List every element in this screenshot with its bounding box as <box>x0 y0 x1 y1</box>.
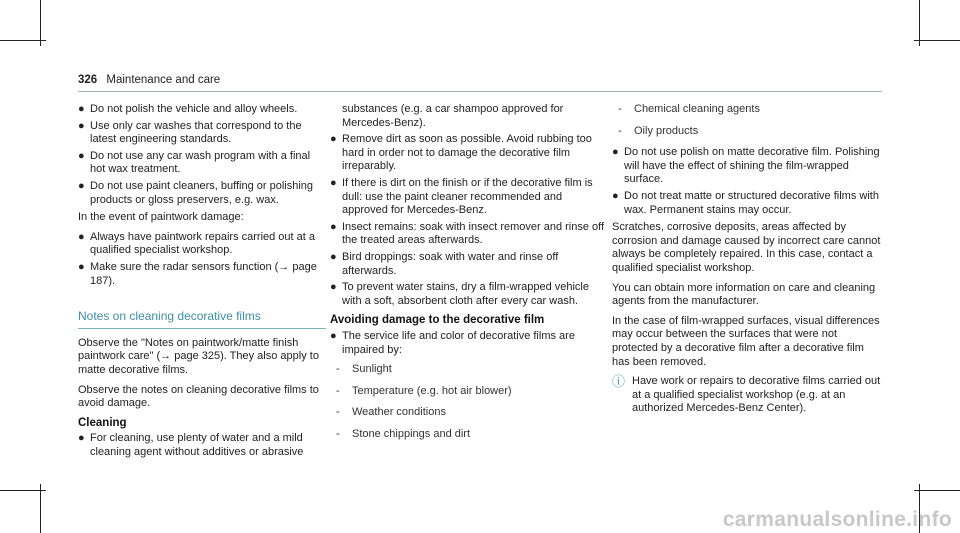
crop-mark <box>919 0 920 46</box>
list-item-continuation <box>330 103 605 130</box>
bullet-icon: ● <box>330 329 337 342</box>
bullet-icon: ● <box>78 103 85 115</box>
item-text: Oily products <box>634 124 699 137</box>
crop-mark <box>914 490 960 491</box>
damage-intro: In the event of paintwork damage: <box>78 211 244 224</box>
list-item <box>330 330 605 357</box>
watermark: carmanualsonline.info <box>722 508 952 531</box>
header-divider <box>78 91 882 92</box>
crop-mark <box>914 40 960 41</box>
dash-item <box>330 428 605 442</box>
dash-icon: - <box>336 427 340 440</box>
item-text: Insect remains: soak with insect remover and rinse off the treated areas afterwards. <box>342 220 605 247</box>
item-text: Stone chippings and dirt <box>352 427 471 440</box>
info-note <box>612 375 882 416</box>
info-icon: ⓘ <box>612 374 626 390</box>
page-number: 326 <box>78 74 98 86</box>
bullet-icon: ● <box>78 260 85 273</box>
item-text: Temperature (e.g. hot air blower) <box>352 384 512 397</box>
item-text: Do not use paint cleaners, buffing or polishing products or gloss preservers, e.g. wax. <box>90 179 313 206</box>
bullet-icon: ● <box>78 432 85 445</box>
item-text: Chemical cleaning agents <box>634 103 760 115</box>
bullet-icon: ● <box>612 146 619 159</box>
bullet-icon: ● <box>78 149 85 162</box>
list-item <box>330 251 605 278</box>
item-text: Bird droppings: soak with water and rinse off afterwards. <box>342 250 559 277</box>
list-item <box>612 190 882 217</box>
item-text: substances (e.g. a car shampoo approved for Mercedes-Benz). <box>342 103 564 129</box>
list-item <box>78 231 328 258</box>
item-text: Do not treat matte or structured decorative films with wax. Permanent stains may occur. <box>624 189 879 216</box>
section-name: Maintenance and care <box>106 74 221 86</box>
dash-icon: - <box>618 124 622 137</box>
item-text: Do not use any car wash program with a final hot wax treatment. <box>90 149 311 176</box>
bullet-icon: ● <box>330 250 337 263</box>
item-text: Make sure the radar sensors function (→ page 187). <box>90 260 317 287</box>
list-item <box>330 281 605 308</box>
bullet-icon: ● <box>78 179 85 192</box>
dash-icon: - <box>336 406 340 419</box>
section-divider <box>78 328 326 329</box>
dash-item <box>612 125 882 139</box>
paragraph: You can obtain more information on care and cleaning agents from the manufacturer. <box>612 281 876 308</box>
dash-item <box>330 363 605 377</box>
section-title: Notes on cleaning decorative films <box>78 309 261 324</box>
list-item <box>78 180 328 207</box>
item-text: Always have paintwork repairs carried out at a qualified specialist workshop. <box>90 230 315 257</box>
list-item <box>78 261 328 288</box>
list-item <box>78 103 328 117</box>
item-text: Remove dirt as soon as possible. Avoid rubbing too hard in order not to damage the decorative film irreparably. <box>342 133 592 173</box>
paragraph: In the case of film-wrapped surfaces, visual differences may occur between the surfaces that were not protected by a decorative film after a decorative film has been removed. <box>612 314 880 368</box>
item-text: To prevent water stains, dry a film-wrapped vehicle with a soft, absorbent cloth after every car wash. <box>342 281 589 307</box>
list-item <box>612 146 882 187</box>
item-text: Sunlight <box>352 363 392 376</box>
dash-icon: - <box>618 103 622 115</box>
running-header <box>78 74 220 86</box>
bullet-icon: ● <box>330 220 337 233</box>
subheading-cleaning: Cleaning <box>78 416 127 429</box>
list-item <box>78 432 328 459</box>
item-text: If there is dirt on the finish or if the decorative film is dull: use the paint cleaner recommended and approved for Mercedes-Benz. <box>342 176 593 217</box>
subheading-avoiding-damage: Avoiding damage to the decorative film <box>330 314 545 327</box>
bullet-icon: ● <box>78 230 85 243</box>
paragraph: Observe the notes on cleaning decorative films to avoid damage. <box>78 383 319 410</box>
bullet-icon: ● <box>330 133 337 146</box>
dash-item <box>612 103 882 117</box>
item-text: Do not polish the vehicle and alloy wheels. <box>90 103 298 115</box>
item-text: Weather conditions <box>352 406 446 419</box>
bullet-icon: ● <box>78 119 85 132</box>
list-item <box>78 150 328 177</box>
item-text: Use only car washes that correspond to the latest engineering standards. <box>90 119 302 146</box>
item-text: The service life and color of decorative films are impaired by: <box>342 329 575 356</box>
paragraph: Scratches, corrosive deposits, areas affected by corrosion and damage caused by incorrect care cannot always be completely repaired. In this case, contact a qualified specialist workshop. <box>612 221 881 274</box>
list-item <box>78 120 328 147</box>
dash-icon: - <box>336 384 340 397</box>
list-item <box>330 221 605 248</box>
dash-item <box>330 385 605 399</box>
note-text: Have work or repairs to decorative films carried out at a qualified specialist workshop (e.g. at an authorized Mercedes-Benz Center). <box>632 375 881 415</box>
bullet-icon: ● <box>330 176 337 189</box>
list-item <box>330 177 605 218</box>
column-left <box>78 103 328 462</box>
item-text: Do not use polish on matte decorative film. Polishing will have the effect of shining the film-wrapped surface. <box>624 146 880 186</box>
item-text: For cleaning, use plenty of water and a mild cleaning agent without additives or abrasive <box>90 432 304 458</box>
column-middle <box>330 103 605 449</box>
crop-mark <box>40 0 41 46</box>
bullet-icon: ● <box>330 281 337 294</box>
column-right <box>612 103 882 416</box>
paragraph: Observe the "Notes on paintwork/matte finish paintwork care" (→ page 325). They also apply to matte decorative films. <box>78 336 319 376</box>
dash-item <box>330 406 605 420</box>
dash-icon: - <box>336 363 340 376</box>
list-item <box>330 133 605 174</box>
crop-mark <box>40 484 41 533</box>
bullet-icon: ● <box>612 189 619 202</box>
